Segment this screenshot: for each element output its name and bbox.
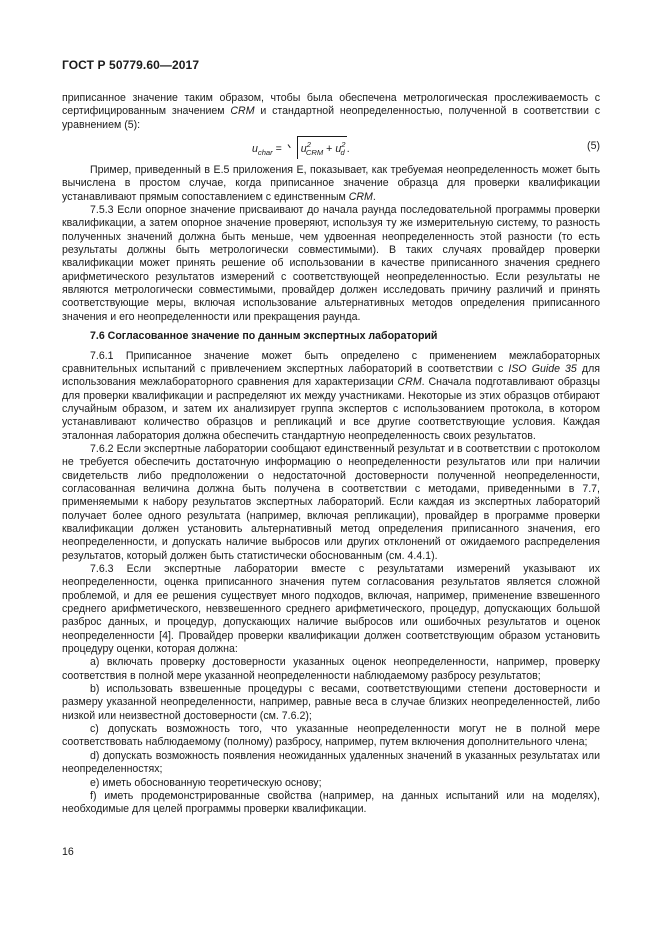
square-root: $u^2_{CRM} + u^2_d$ — [288, 136, 347, 159]
list-item-a: а) включать проверку достоверности указанных оценок неопределенности, например, проверку соответствия в полной мере указанной неопределенности наблюдаемому разбросу результатов; — [62, 656, 600, 682]
paragraph-intro: приписанное значение таким образом, чтобы была обеспечена метрологическая прослеживаемость с сертифицированным значением CRM и стандартной неопределенностью, полученной в соответствии с уравнением (5): — [62, 92, 600, 131]
formula-expression: $u_{char} = u^2_{CRM} + u^2_d$ . — [252, 136, 350, 159]
list-item-e: е) иметь обоснованную теоретическую основу; — [90, 776, 322, 789]
paragraph-example: Пример, приведенный в Е.5 приложения Е, показывает, как требуемая неопределенность может быть вычислена в простом случае, когда приписанное значение образца для проверки квалификации устанавливают прямым сопоставлением с единственным CRM. — [62, 164, 600, 203]
standard-header: ГОСТ Р 50779.60—2017 — [62, 58, 200, 72]
section-heading-7-6: 7.6 Согласованное значение по данным экспертных лабораторий — [90, 330, 438, 343]
formula-5 — [62, 134, 600, 160]
paragraph-7-5-3: 7.5.3 Если опорное значение присваивают до начала раунда последовательной программы проверки квалификации, а затем опорное значение проверяют, используя ту же измерительную систему, то разность полученных значений должна быть меньше, чем удвоенная неопределенность этой разности (то есть результаты должны быть метрологически совместимыми). В таких случаях провайдер проверки квалификации может принять решение об использовании в качестве приписанного значения среднего арифметического результатов измерений с соответствующей неопределенностью. Если результаты не являются метрологически совместимыми, провайдер должен исследовать причину различий и принять соответствующие меры, включая использование альтернативных методов определения приписанного значения и его неопределенности или прекращения раунда. — [62, 204, 600, 323]
list-item-c: с) допускать возможность того, что указанные неопределенности могут не в полной мере соответствовать наблюдаемому (полному) разбросу, например, путем включения дополнительного члена; — [62, 723, 600, 749]
page-body — [62, 92, 600, 817]
list-item-d: d) допускать возможность появления неожиданных удаленных значений в указанных результатах или неопределенностях; — [62, 749, 600, 776]
list-item-f: f) иметь продемонстрированные свойства (например, на данных испытаний или на моделях), необходимые для целей программы проверки квалификации. — [62, 789, 600, 816]
paragraph-7-6-3: 7.6.3 Если экспертные лаборатории вместе с результатами измерений указывают их неопределенности, оценка приписанного значения путем согласования результатов является сложной проблемой, и для ее решения существует много подходов, включая, например, применение взвешенного среднего арифметического, невзвешенного среднего арифметического, процедур, допускающих большой разброс данных, и процедур, допускающих наличие выбросов или ошибочных результатов и оценок неопределенности [4]. Провайдер проверки квалификации должен соответствующим образом установить процедуру оценки, которая должна: — [62, 563, 600, 656]
page-number: 16 — [62, 846, 74, 858]
formula-number: (5) — [587, 140, 600, 153]
list-item-b: b) использовать взвешенные процедуры с весами, соответствующими степени достоверности и размеру указанной неопределенности, например, равные веса в случае близких неопределенностей, либо низкой или неизвестной достоверности (см. 7.6.2); — [62, 683, 600, 722]
paragraph-7-6-2: 7.6.2 Если экспертные лаборатории сообщают единственный результат и в соответствии с протоколом не требуется обеспечить достаточную информацию о неопределенности результатов или при наличии свидетельств либо предположении о недостаточной достоверности полученной неопределенности, согласованная величина должна быть получена в соответствии с методами, приведенными в 7.7, применяемыми к набору результатов экспертных лабораторий. Если каждая из экспертных лабораторий получает более одного результата (например, включая репликации), провайдер в программе проверки квалификации должен установить альтернативный метод определения приписанного значения, его неопределенности, и допускать наличие выбросов или других отклонений от ожидаемого распределения результатов, который должен быть статистически обоснованным (см. 4.4.1). — [62, 442, 600, 562]
paragraph-7-6-1: 7.6.1 Приписанное значение может быть определено с применением межлабораторных сравнительных испытаний с привлечением экспертных лабораторий в соответствии с ISO Guide 35 для использования межлабораторного сравнения для характеризации CRM. Сначала подготавливают образцы для проверки квалификации и распределяют их между участниками. Некоторые из этих образцов отбирают случайным образом, и затем их анализирует группа экспертов с использованием протокола, в котором устанавливают количество образцов и репликаций и все другие соответствующие условия. Каждая эталонная лаборатория должна обеспечить стандартную неопределенность своих результатов. — [62, 349, 600, 442]
